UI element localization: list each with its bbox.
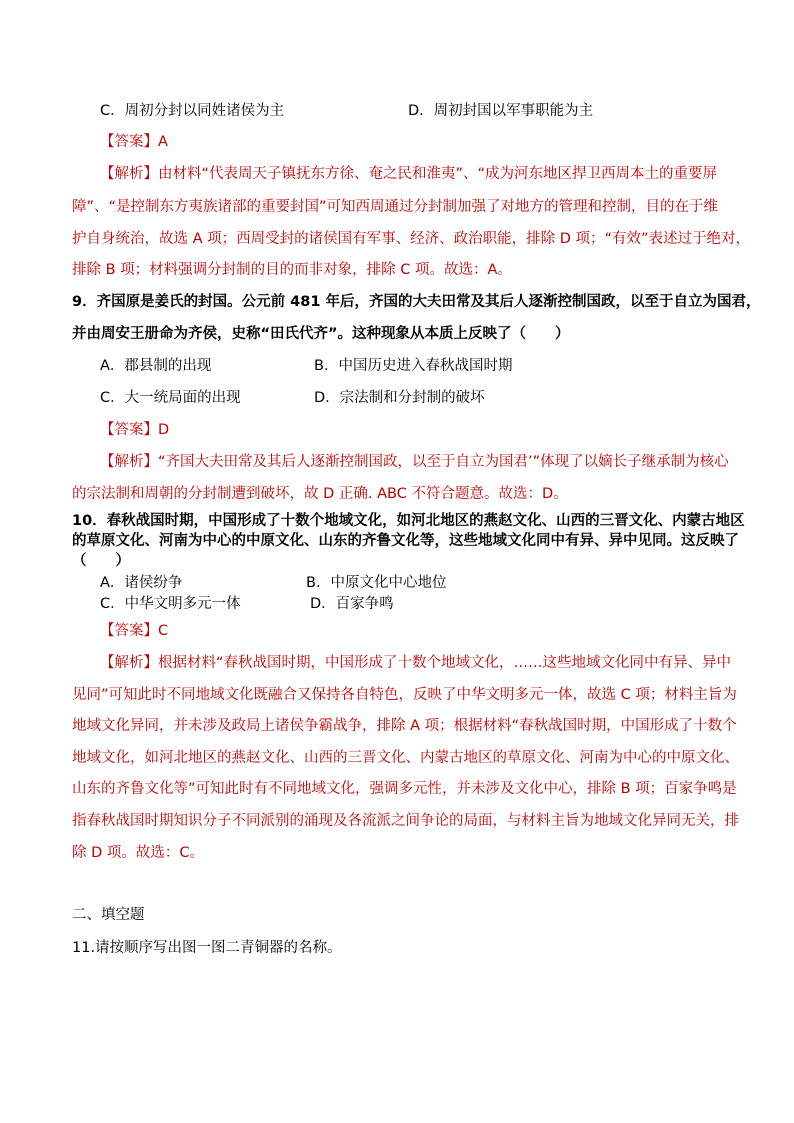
- analysis-tag: 【解析】: [100, 166, 158, 182]
- q10-analysis-line7: 除 D 项。故选：C。: [72, 845, 205, 861]
- q8-analysis-line2: 障”、“是控制东方夷族诸部的重要封国”可知西周通过分封制加强了对地方的管理和控制，目的在于维: [72, 199, 719, 215]
- q10-stem-line1: 10．春秋战国时期，中国形成了十数个地域文化，如河北地区的燕赵文化、山西的三晋文化、内蒙古地区: [72, 513, 745, 529]
- q9-answer: [100, 420, 169, 440]
- q9-analysis-line2: 的宗法制和周朝的分封制遭到破坏，故 D 正确. ABC 不符合题意。故选：D。: [72, 486, 568, 502]
- q10-analysis-line4: 地域文化，如河北地区的燕赵文化、山西的三晋文化、内蒙古地区的草原文化、河南为中心的中原文化、: [72, 750, 739, 766]
- q9-option-d: D．宗法制和分封制的破坏: [314, 390, 485, 406]
- answer-value: A: [158, 134, 168, 150]
- q10-analysis-line1: [100, 653, 731, 673]
- q10-analysis-line6: 指春秋战国时期知识分子不同派别的涌现及各流派之间争论的局面，与材料主旨为地域文化异同无关，排: [72, 813, 739, 829]
- analysis-text: 由材料“代表周天子镇抚东方徐、奄之民和淮夷”、“成为河东地区捍卫西周本土的重要屏: [158, 166, 718, 182]
- q9-option-a: A．郡县制的出现: [100, 358, 212, 374]
- q10-analysis-line2: 见同”可知此时不同地域文化既融合又保持各自特色，反映了中华文明多元一体，故选 C 项；材料主旨为: [72, 687, 737, 703]
- analysis-tag: 【解析】: [100, 454, 158, 470]
- q8-analysis-line4: 排除 B 项；材料强调分封制的目的而非对象，排除 C 项。故选：A。: [72, 262, 512, 278]
- analysis-text: 体现了以嫡长子继承制为核心: [540, 454, 729, 470]
- analysis-text: “有效”表述过于绝对，: [604, 231, 751, 247]
- answer-tag: 【答案】: [100, 134, 158, 150]
- q10-answer: [100, 621, 168, 641]
- q10-option-c: C．中华文明多元一体: [100, 596, 241, 612]
- analysis-text: “齐国大夫田常及其后人逐渐控制国政，以至于自立为国君’”: [158, 454, 541, 470]
- answer-tag: 【答案】: [100, 422, 158, 438]
- q10-stem-line3: （ ）: [72, 553, 130, 569]
- q10-analysis-line3: 地域文化异同，并未涉及政局上诸侯争霸战争，排除 A 项；根据材料“春秋战国时期，中国形成了十数个: [72, 718, 737, 734]
- q8-option-d: D．周初封国以军事职能为主: [408, 103, 594, 119]
- q8-option-c: C．周初分封以同姓诸侯为主: [100, 103, 285, 119]
- q8-answer: [100, 132, 168, 152]
- q9-stem-line2: 并由周安王册命为齐侯，史称“田氏代齐”。这种现象从本质上反映了（ ）: [72, 326, 570, 342]
- q10-option-a: A．诸侯纷争: [100, 575, 183, 591]
- answer-value: C: [158, 623, 169, 639]
- q8-analysis-line3: [72, 229, 750, 249]
- q9-analysis-line1: [100, 452, 729, 472]
- analysis-text: 护自身统治，故选 A 项；西周受封的诸侯国有军事、经济、政治职能，排除 D 项；: [72, 231, 605, 247]
- q9-option-c: C．大一统局面的出现: [100, 390, 241, 406]
- q10-analysis-line5: 山东的齐鲁文化等”可知此时有不同地域文化，强调多元性，并未涉及文化中心，排除 B 项；百家争鸣是: [72, 781, 737, 797]
- q10-option-b: B．中原文化中心地位: [306, 575, 447, 591]
- q8-analysis-line1: [100, 164, 717, 184]
- answer-tag: 【答案】: [100, 623, 158, 639]
- analysis-tag: 【解析】: [100, 655, 158, 671]
- q11-stem: 11.请按顺序写出图一图二青铜器的名称。: [72, 940, 342, 956]
- q10-stem-line2: 的草原文化、河南为中心的中原文化、山东的齐鲁文化等，这些地域文化同中有异、异中见同。这反映了: [72, 533, 739, 549]
- analysis-text: 根据材料“春秋战国时期，中国形成了十数个地域文化，……这些地域文化同中有异、异中: [158, 655, 732, 671]
- q9-option-b: B．中国历史进入春秋战国时期: [314, 358, 513, 374]
- answer-value: D: [158, 422, 170, 438]
- section-heading: 二、填空题: [72, 907, 145, 923]
- q9-stem-line1: 9．齐国原是姜氏的封国。公元前 481 年后，齐国的大夫田常及其后人逐渐控制国政，以至于自立为国君，: [72, 294, 761, 310]
- q10-option-d: D．百家争鸣: [310, 596, 394, 612]
